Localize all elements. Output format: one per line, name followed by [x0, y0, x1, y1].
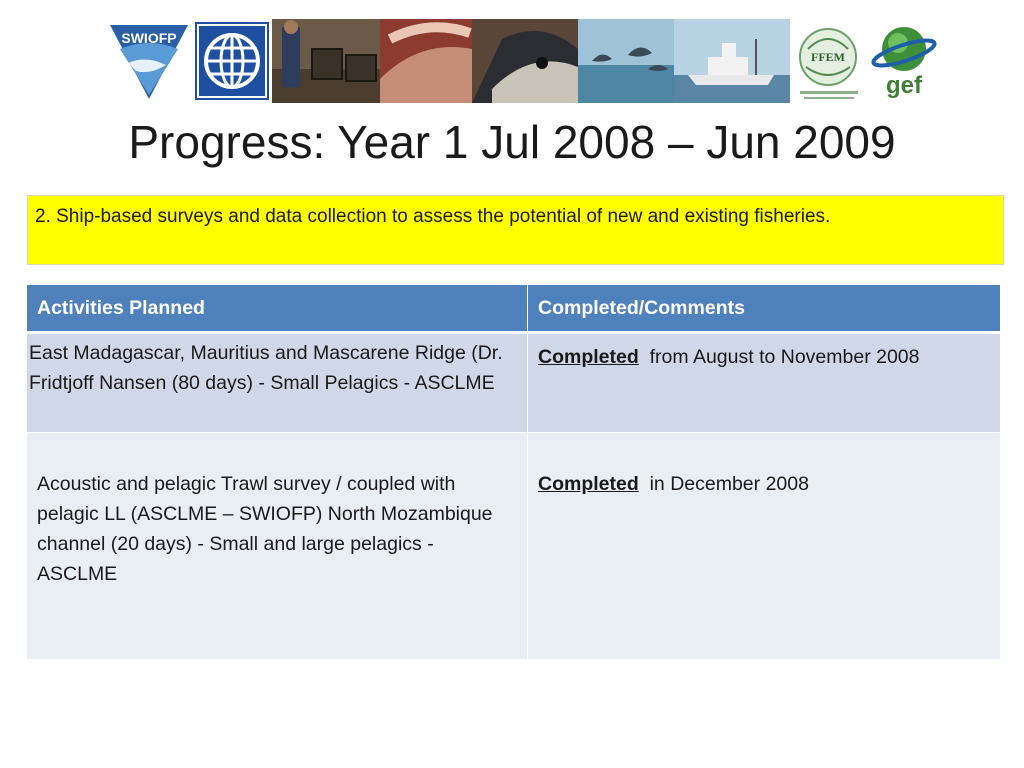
swiofp-logo — [106, 19, 192, 103]
activity-cell: Acoustic and pelagic Trawl survey / coupled with pelagic LL (ASCLME – SWIOFP) North Mozambique channel (20 days) - Small and large pelagics - ASCLME — [27, 433, 528, 660]
photo-fishermen — [272, 19, 380, 103]
ffem-logo — [794, 19, 864, 103]
photo-fish-catch — [380, 19, 472, 103]
slide-title: Progress: Year 1 Jul 2008 – Jun 2009 — [128, 116, 896, 168]
status-label: Completed — [538, 346, 639, 368]
ffem-logo-text: FFEM — [811, 50, 845, 64]
table-row — [27, 433, 1001, 660]
header-completed-comments: Completed/Comments — [528, 285, 1001, 333]
photo-fish-head — [472, 19, 578, 103]
status-cell — [528, 333, 1001, 433]
status-label: Completed — [538, 473, 639, 495]
status-comment: in December 2008 — [638, 473, 809, 495]
objective-box: 2. Ship-based surveys and data collection to assess the potential of new and existing fisheries. — [27, 195, 1004, 265]
activity-cell: East Madagascar, Mauritius and Mascarene Ridge (Dr. Fridtjoff Nansen (80 days) - Small Pelagics - ASCLME — [27, 333, 528, 433]
status-comment: from August to November 2008 — [638, 346, 920, 368]
swiofp-logo-text: SWIOFP — [121, 30, 177, 46]
activities-table — [26, 284, 1001, 660]
photo-research-vessel — [674, 19, 790, 103]
header-banner — [106, 19, 932, 103]
gef-logo — [868, 19, 938, 103]
gef-logo-text: gef — [886, 72, 922, 99]
photo-dolphins — [578, 19, 674, 103]
table-row — [27, 333, 1001, 433]
world-bank-logo — [194, 19, 270, 103]
status-cell — [528, 433, 1001, 660]
table-header-row — [27, 285, 1001, 333]
header-activities-planned: Activities Planned — [27, 285, 528, 333]
